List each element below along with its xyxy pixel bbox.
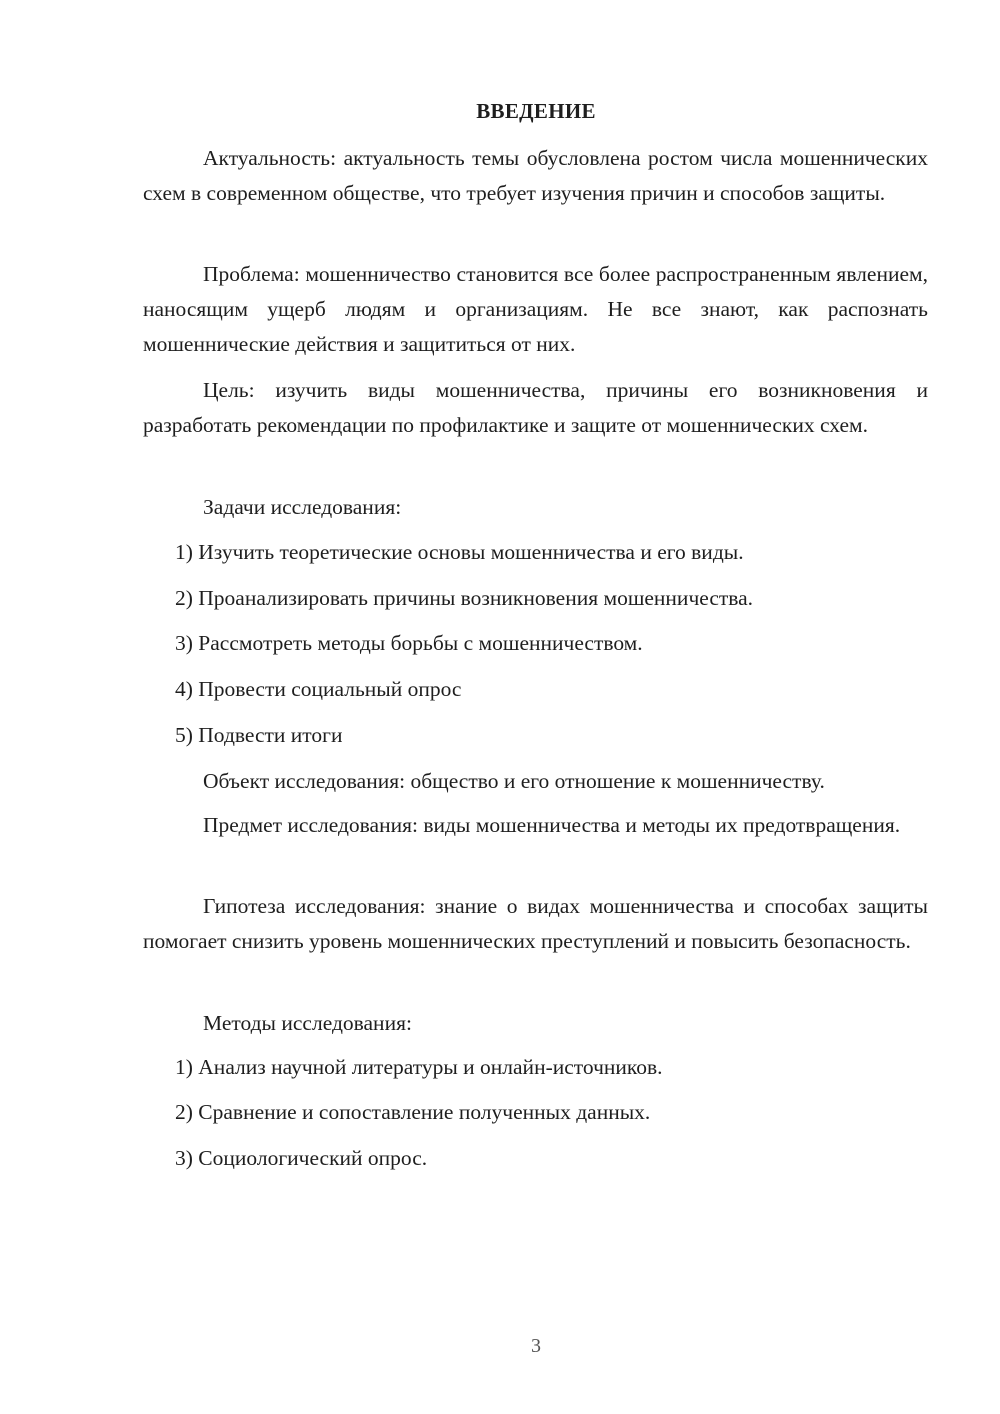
task-item-4: 4) Провести социальный опрос [175,677,462,701]
subject-paragraph: Предмет исследования: виды мошенничества и методы их предотвращения. [203,813,901,837]
object-paragraph: Объект исследования: общество и его отношение к мошенничеству. [203,769,825,793]
task-item-2: 2) Проанализировать причины возникновения мошенничества. [175,586,754,610]
hypothesis-paragraph: Гипотеза исследования: знание о видах мошенничества и способах защиты помогает снизить уровень мошеннических преступлений и повысить безопасность. [143,894,928,953]
method-item-2: 2) Сравнение и сопоставление полученных данных. [175,1100,651,1124]
method-item-1: 1) Анализ научной литературы и онлайн-источников. [175,1055,663,1079]
section-heading: ВВЕДЕНИЕ [476,99,596,123]
task-item-5: 5) Подвести итоги [175,723,343,747]
methods-label: Методы исследования: [203,1011,412,1035]
goal-paragraph: Цель: изучить виды мошенничества, причины его возникновения и разработать рекомендации по профилактике и защите от мошеннических схем. [143,378,928,437]
method-item-3: 3) Социологический опрос. [175,1146,428,1170]
task-item-1: 1) Изучить теоретические основы мошенничества и его виды. [175,540,744,564]
tasks-label: Задачи исследования: [203,495,402,519]
relevance-paragraph: Актуальность: актуальность темы обусловлена ростом числа мошеннических схем в современном обществе, что требует изучения причин и способов защиты. [143,146,928,205]
task-item-3: 3) Рассмотреть методы борьбы с мошенничеством. [175,631,643,655]
page-number: 3 [531,1335,541,1357]
problem-paragraph: Проблема: мошенничество становится все более распространенным явлением, наносящим ущерб людям и организациям. Не все знают, как распознать мошеннические действия и защититься от них. [143,262,928,356]
